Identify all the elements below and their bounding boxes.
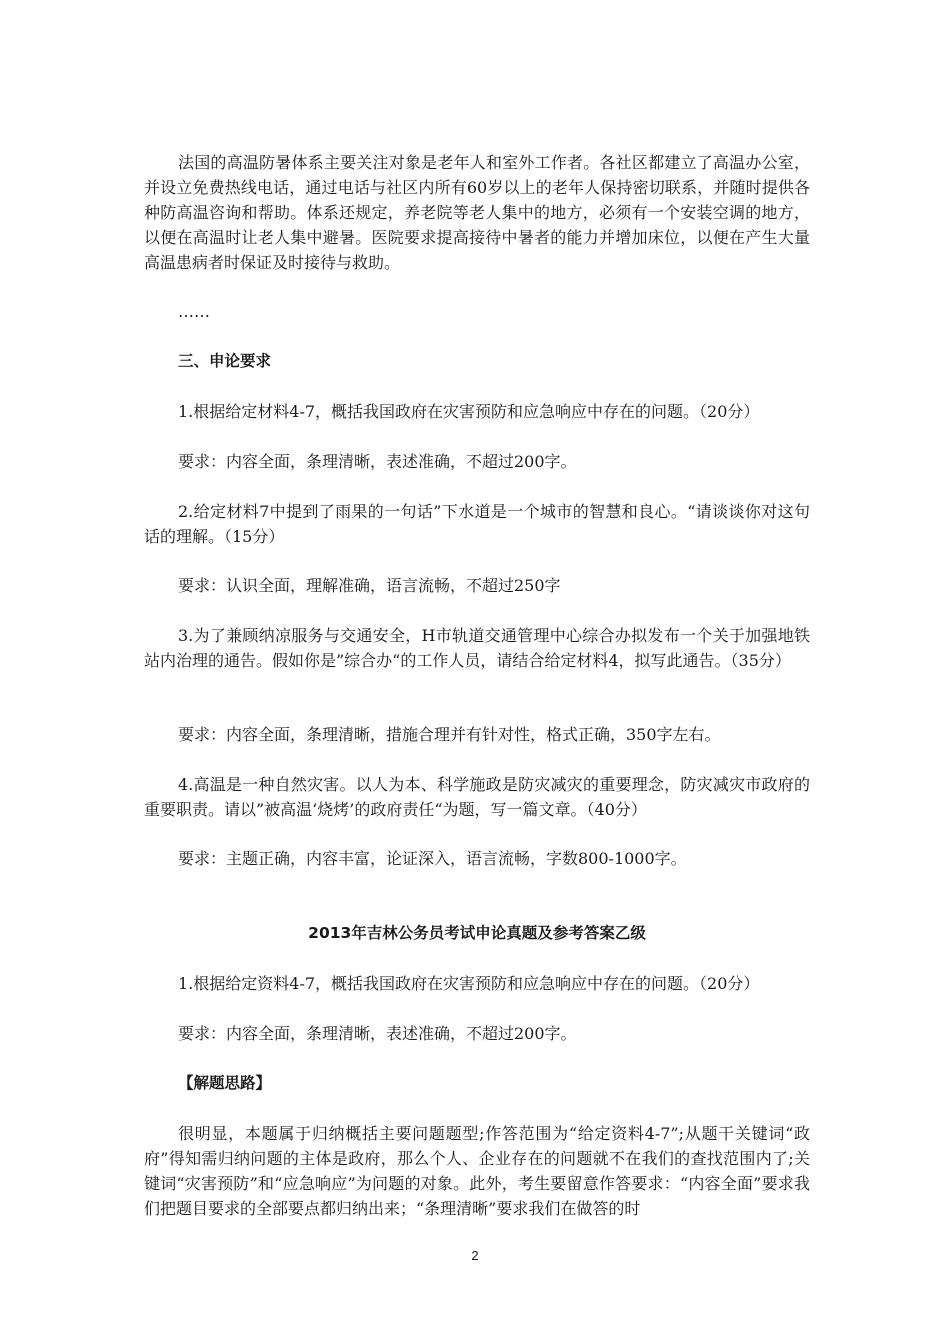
question-1-requirement: 要求：内容全面，条理清晰，表述准确，不超过200字。 — [178, 452, 577, 471]
ellipsis: …… — [178, 302, 210, 321]
answer-section-title: 2013年吉林公务员考试申论真题及参考答案乙级 — [308, 924, 646, 942]
question-1: 1.根据给定材料4-7，概括我国政府在灾害预防和应急响应中存在的问题。（20分） — [178, 402, 760, 421]
answer-question-1-requirement: 要求：内容全面，条理清晰，表述准确，不超过200字。 — [178, 1024, 577, 1043]
answer-question-1: 1.根据给定资料4-7，概括我国政府在灾害预防和应急响应中存在的问题。（20分） — [178, 974, 760, 993]
question-3-requirement: 要求：内容全面，条理清晰，措施合理并有针对性，格式正确，350字左右。 — [178, 725, 721, 744]
question-4-requirement: 要求：主题正确，内容丰富，论证深入，语言流畅，字数800-1000字。 — [178, 849, 687, 868]
question-4: 4.高温是一种自然灾害。以人为本、科学施政是防灾减灾的重要理念，防灾减灾市政府的重要职责。请以”被高温‘烧烤’的政府责任“为题，写一篇文章。（40分） — [144, 775, 810, 819]
approach-heading: 【解题思路】 — [178, 1074, 272, 1092]
page-number: 2 — [471, 1248, 479, 1263]
question-2: 2.给定材料7中提到了雨果的一句话”下水道是一个城市的智慧和良心。“请谈谈你对这句话的理解。（15分） — [144, 502, 810, 546]
question-2-requirement: 要求：认识全面，理解准确，语言流畅，不超过250字 — [178, 576, 561, 595]
section-heading: 三、申论要求 — [178, 352, 272, 370]
paragraph-france-heat: 法国的高温防暑体系主要关注对象是老年人和室外工作者。各社区都建立了高温办公室，并设立免费热线电话，通过电话与社区内所有60岁以上的老年人保持密切联系，并随时提供各种防高温咨询和帮助。体系还规定，养老院等老人集中的地方，必须有一个安装空调的地方，以便在高温时让老人集中避暑。医院要求提高接待中暑者的能力并增加床位，以便在产生大量高温患病者时保证及时接待与救助。 — [144, 153, 810, 272]
question-3: 3.为了兼顾纳凉服务与交通安全，H市轨道交通管理中心综合办拟发布一个关于加强地铁站内治理的通告。假如你是”综合办“的工作人员，请结合给定材料4，拟写此通告。（35分） — [144, 626, 810, 670]
approach-text: 很明显，本题属于归纳概括主要问题题型;作答范围为“给定资料4-7”;从题干关键词“政府”得知需归纳问题的主体是政府，那么个人、企业存在的问题就不在我们的查找范围内了;关键词“灾害预防”和“应急响应”为问题的对象。此外，考生要留意作答要求：“内容全面”要求我们把题目要求的全部要点都归纳出来；“条理清晰”要求我们在做答的时 — [144, 1124, 810, 1218]
